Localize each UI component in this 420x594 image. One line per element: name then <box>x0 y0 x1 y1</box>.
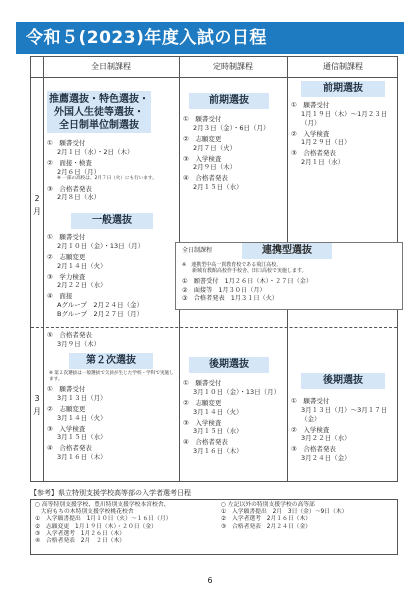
list-item: ② 入学者選考 2月１６日（木） <box>221 516 312 523</box>
list-item: ③ 学力検査 2月２２日（水） <box>47 272 107 290</box>
list-item: ③ 入学者選考 1月２６日（木） <box>35 530 126 537</box>
list-item: ② 入学検査 1月２９日（日） <box>291 129 351 147</box>
list-item: ⑤ 合格者発表 3月９日（木） <box>47 331 101 348</box>
reference-right: ○ 左記以外の特別支援学校の高等部 ① 入学願書提出 2月 3日（金）〜9日（木） ② 入学者選考 2月１６日（木） ③ 合格者発表 2月２４日（金） <box>221 502 395 531</box>
badge-teiji-kouki: 後期選抜 <box>189 357 269 373</box>
tsushin-mar-items <box>291 397 397 465</box>
list-item: ② 志願変更 3月１４日（火） <box>183 398 243 416</box>
teiji-feb-items <box>183 115 285 194</box>
list-item: ① 入学願書提出 2月 3日（金）〜9日（木） <box>221 509 348 516</box>
month-label-feb: 2 月 <box>33 194 41 216</box>
list-item: ① 願書受付 1月１９日（木）〜1月２３日（月） <box>291 101 388 127</box>
list-item: ② 志願変更 1月１９日（木）・２０日（金） <box>35 523 157 530</box>
renkei-items <box>182 278 400 304</box>
list-item: ④ 合格者発表 2月１５日（水） <box>183 174 243 192</box>
list-item: ① 願書受付 1月２６日（木）・２７日（金） <box>182 278 313 285</box>
column-header-teiji: 定時制課程 <box>213 62 253 71</box>
badge-teiji-zenki: 前期選抜 <box>189 93 269 109</box>
reference-title: 【参考】県立特別支援学校高等部の入学者選考日程 <box>30 489 191 497</box>
list-item: ④ 合格者発表 3月１６日（木） <box>183 438 243 456</box>
zen-mar-result <box>47 331 175 351</box>
renkei-course: 全日制課程 <box>182 247 213 254</box>
badge-suisen: 推薦選抜・特色選抜・ 外国人生徒等選抜・ 全日制単位制選抜 <box>47 91 151 133</box>
list-item: ③ 入学検査 2月９日（木） <box>183 154 237 172</box>
list-item: ① 願書受付 3月１３日（月）〜3月１７日（金） <box>291 397 388 423</box>
list-item: ④ 合格者発表 2月 ２日（木） <box>35 538 126 545</box>
list-item: ④ 合格者発表 3月１６日（木） <box>47 444 107 462</box>
list-item: ③ 合格者発表 2月２４日（金） <box>221 523 312 530</box>
list-item: ② 志願変更 2月１４日（火） <box>47 252 107 270</box>
list-item: ② 面接等 1月３０日（月） <box>182 286 266 294</box>
list-item: ③ 入学検査 3月１５日（水） <box>47 424 107 442</box>
badge-niji: 第２次選抜 <box>69 353 153 369</box>
teiji-mar-items <box>183 379 285 458</box>
list-item: ① 願書受付 2月１日（水）・2日（木） <box>47 139 134 156</box>
tsushin-feb-items <box>291 101 397 169</box>
list-item: ③ 合格者発表 1月３１日（火） <box>182 295 279 302</box>
niji-note: ※ 第２次選抜は一般選抜で欠員が生じた学校・学科で実施します。 <box>49 371 174 382</box>
reference-left: ○ 高等特別支援学校、豊川特別支援学校本宮校舎、 大府もちの木特別支援学校桃花校舎 ① 入学願書提出 1月１０日（火）〜１６日（月） ② 志願変更 1月１９日（木）・２０日（金） ③ 入学者選考 1月２６日（木） ④ 合格者発表 2月 ２日（木） <box>35 502 215 545</box>
list-item: ② 志願変更 3月１４日（火） <box>47 404 107 422</box>
list-item: ③ 入学検査 3月１５日（水） <box>183 418 243 436</box>
badge-tsushin-kouki: 後期選抜 <box>301 373 385 389</box>
column-header-tsushin: 通信制課程 <box>323 62 363 71</box>
list-item: ④ 面接 Aグループ 2月２４日（金） Bグループ 2月２７日（月） <box>47 292 144 318</box>
badge-tsushin-zenki: 前期選抜 <box>301 81 385 97</box>
badge-renkei: 連携型選抜 <box>242 243 332 259</box>
list-item: ① 入学願書提出 1月１０日（火）〜１６日（月） <box>35 516 172 523</box>
zen-ippan-items <box>47 233 177 321</box>
list-item: ② 面接・検査 2月６日（月） ※ 一部の高校は、2月７日（火）にも行います。 <box>47 158 157 182</box>
reference-box <box>30 499 398 555</box>
renkei-note: ※ 連携型中高一貫教育校である飛江高校、 新城有教館高校作手校舎、田口高校で実施します。 <box>182 262 307 275</box>
list-item: ① 願書受付 2月３日（金）・6日（月） <box>183 115 270 132</box>
list-item: ③ 合格者発表 2月８日（水） <box>47 184 101 202</box>
list-item: ① 願書受付 3月１３日（月） <box>47 385 107 402</box>
list-item: ① 願書受付 3月１０日（金）・13日（月） <box>183 379 281 396</box>
list-item: ③ 合格者発表 3月２４日（金） <box>291 445 351 463</box>
list-item: ① 願書受付 2月１０日（金）・13日（月） <box>47 233 145 250</box>
zen-mar-items <box>47 385 175 464</box>
page-number: 6 <box>207 576 213 585</box>
renkei-box <box>175 242 403 310</box>
month-label-mar: 3 月 <box>33 394 41 416</box>
zen-feb-items <box>47 139 175 204</box>
list-item: ② 志願変更 2月７日（火） <box>183 134 237 152</box>
badge-ippan: 一般選抜 <box>71 213 153 229</box>
list-item: ③ 合格者発表 2月１日（水） <box>291 149 345 167</box>
list-item: ② 入学検査 3月２２日（水） <box>291 425 351 443</box>
page-title: 令和５(2023)年度入試の日程 <box>16 22 404 54</box>
column-header-zennichi: 全日制課程 <box>91 62 131 71</box>
